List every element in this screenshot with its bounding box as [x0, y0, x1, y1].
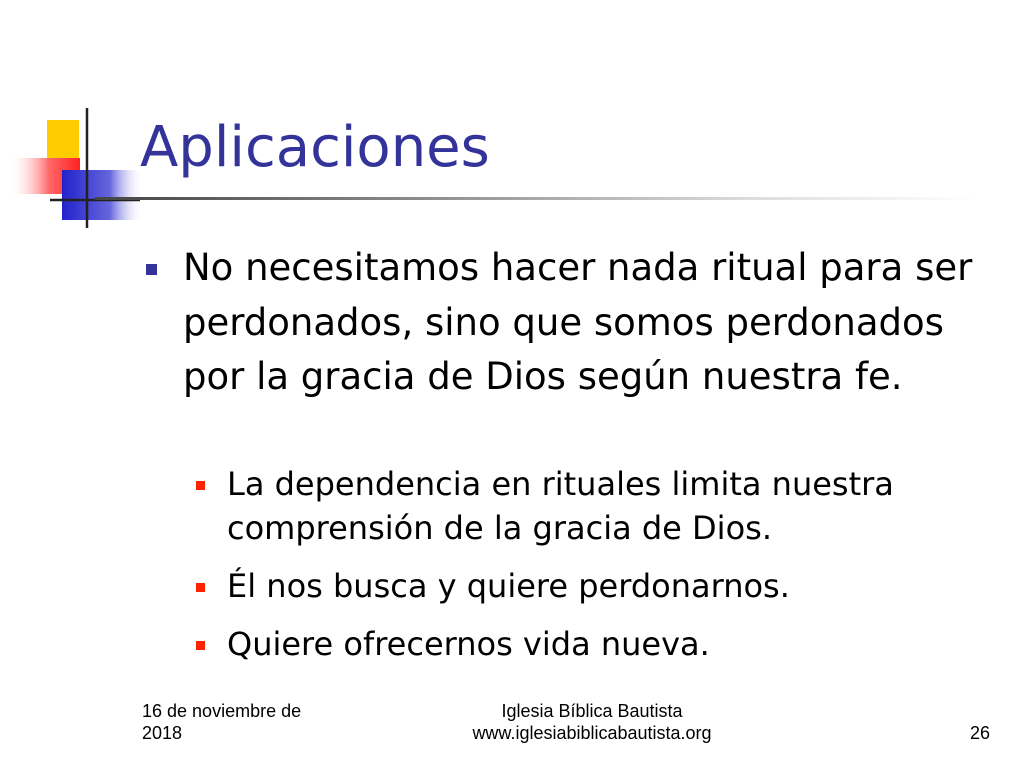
square-bullet-icon — [196, 583, 205, 592]
main-bullet-text: No necesitamos hacer nada ritual para ser perdonados, sino que somos perdonados por la gracia de Dios según nuestra fe. — [183, 246, 973, 398]
sub-bullet-text: Él nos busca y quiere perdonarnos. — [227, 567, 790, 605]
footer-date-line: 16 de noviembre de — [142, 701, 302, 721]
slide-number: 26 — [969, 723, 990, 743]
square-bullet-icon — [196, 481, 205, 490]
footer-org-url: www.iglesiabiblicabautista.org — [472, 723, 712, 743]
blocks-logo-icon — [0, 100, 150, 240]
square-bullet-icon — [196, 641, 205, 650]
title-divider — [95, 197, 975, 200]
slide-title: Aplicaciones — [140, 115, 490, 180]
main-bullet — [150, 241, 980, 405]
sub-bullet-item — [196, 462, 996, 550]
footer-date-line: 2018 — [142, 723, 183, 743]
footer-org-name: Iglesia Bíblica Bautista — [501, 701, 683, 721]
footer-date — [142, 700, 342, 744]
sub-bullet-text: La dependencia en rituales limita nuestra comprensión de la gracia de Dios. — [227, 465, 894, 547]
square-bullet-icon — [146, 264, 157, 275]
sub-bullet-list — [196, 462, 996, 680]
sub-bullet-item — [196, 564, 996, 608]
sub-bullet-text: Quiere ofrecernos vida nueva. — [227, 625, 710, 663]
sub-bullet-item — [196, 622, 996, 666]
footer-organization — [412, 700, 772, 744]
